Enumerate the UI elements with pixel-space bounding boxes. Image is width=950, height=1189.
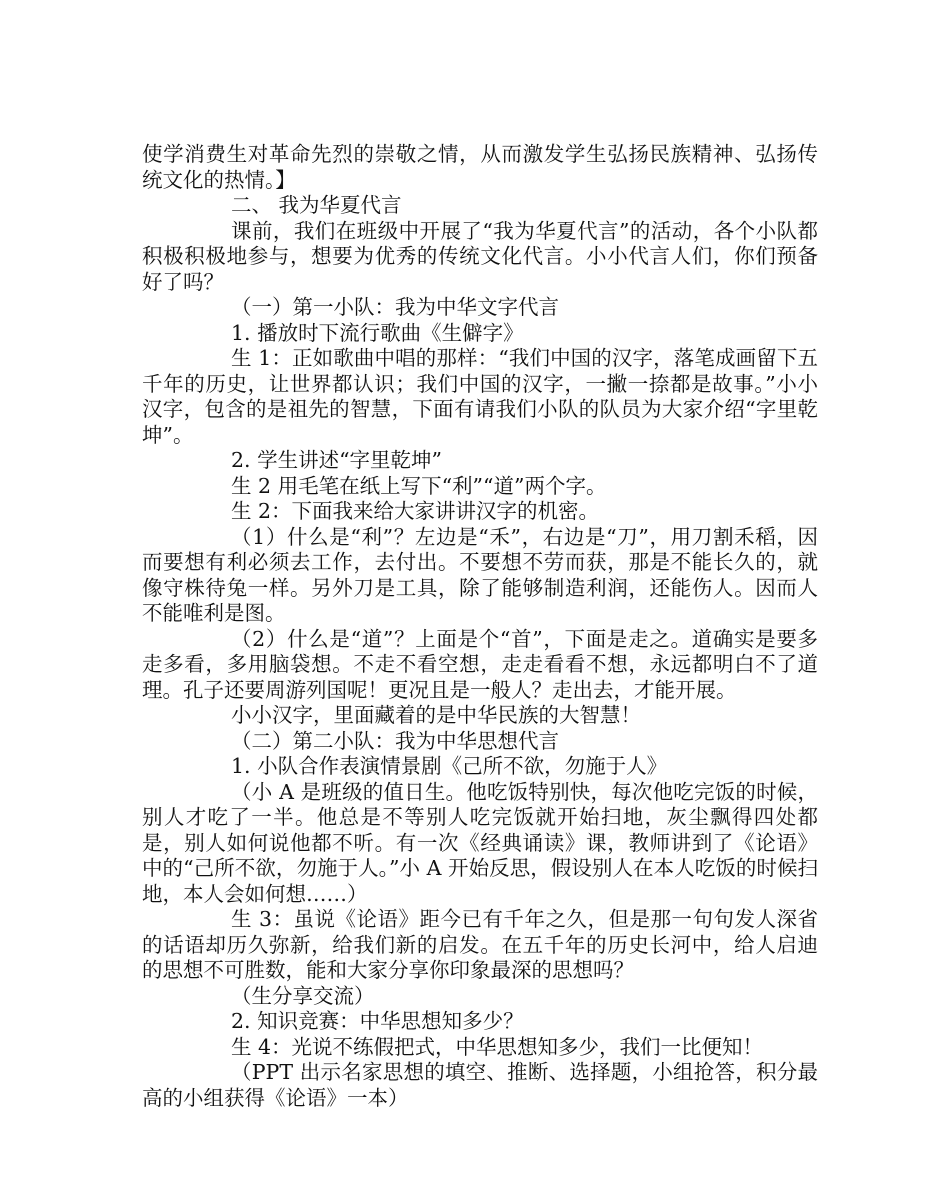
paragraph-li: （1）什么是“利”？左边是“禾”，右边是“刀”，用刀割禾稻，因而要想有利必须去工作，去付出。不要想不劳而获，那是不能长久的，就像守株待兔一样。另外刀是工具，除了能够制造利润，还能伤人。因而人不能唯利是图。 (142, 524, 818, 625)
paragraph-drama-description: （小 A 是班级的值日生。他吃饭特别快，每次他吃完饭的时候，别人才吃了一半。他总是不等别人吃完饭就开始扫地，灰尘飘得四处都是，别人如何说他都不听。有一次《经典诵读》课，教师讲到了《论语》中的“己所不欲，勿施于人。”小 A 开始反思，假设别人在本人吃饭的时候扫地，本人会如何想……） (142, 779, 818, 906)
paragraph-wisdom: 小小汉字，里面藏着的是中华民族的大智慧！ (231, 703, 641, 727)
document-page (142, 142, 818, 1111)
section-heading-2: 二、 我为华夏代言 (231, 193, 402, 217)
step-1-drama: 1. 小队合作表演情景剧《己所不欲，勿施于人》 (231, 754, 668, 778)
subheading-team-1: （一）第一小队：我为中华文字代言 (231, 295, 559, 319)
step-2-quiz: 2. 知识竞赛：中华思想知多少？ (231, 1009, 524, 1033)
step-2-characters: 2. 学生讲述“字里乾坤” (231, 448, 443, 472)
paragraph-dao: （2）什么是“道”？上面是个“首”，下面是走之。道确实是要多走多看，多用脑袋想。不走不看空想，走走看看不想，永远都明白不了道理。孔子还要周游列国呢！更况且是一般人？走出去，才能开展。 (142, 626, 818, 702)
paragraph-student-2-speaks: 生 2：下面我来给大家讲讲汉字的机密。 (231, 499, 600, 523)
step-1-song: 1. 播放时下流行歌曲《生僻字》 (231, 320, 524, 345)
paragraph-preface: 课前，我们在班级中开展了“我为华夏代言”的活动，各个小队都积极积极地参与，想要为优秀的传统文化代言。小小代言人们，你们预备好了吗？ (142, 218, 818, 294)
paragraph-student-2-writes: 生 2 用毛笔在纸上写下“利”“道”两个字。 (231, 473, 607, 498)
paragraph-student-1: 生 1：正如歌曲中唱的那样：“我们中国的汉字，落笔成画留下五千年的历史，让世界都认识；我们中国的汉字，一撇一捺都是故事。”小小汉字，包含的是祖先的智慧，下面有请我们小队的队员为大家介绍“字里乾坤”。 (142, 346, 818, 447)
paragraph-ppt-quiz: （PPT 出示名家思想的填空、推断、选择题，小组抢答，积分最高的小组获得《论语》一本） (142, 1060, 818, 1110)
paragraph-intro-tail: 使学消费生对革命先烈的崇敬之情，从而激发学生弘扬民族精神、弘扬传统文化的热情。】 (142, 142, 818, 192)
paragraph-student-3: 生 3：虽说《论语》距今已有千年之久，但是那一句句发人深省的话语却历久弥新，给我们新的启发。在五千年的历史长河中，给人启迪的思想不可胜数，能和大家分享你印象最深的思想吗？ (142, 907, 818, 982)
paragraph-sharing: （生分享交流） (231, 983, 375, 1008)
paragraph-student-4: 生 4：光说不练假把式，中华思想知多少，我们一比便知！ (231, 1034, 764, 1059)
subheading-team-2: （二）第二小队：我为中华思想代言 (231, 728, 559, 753)
